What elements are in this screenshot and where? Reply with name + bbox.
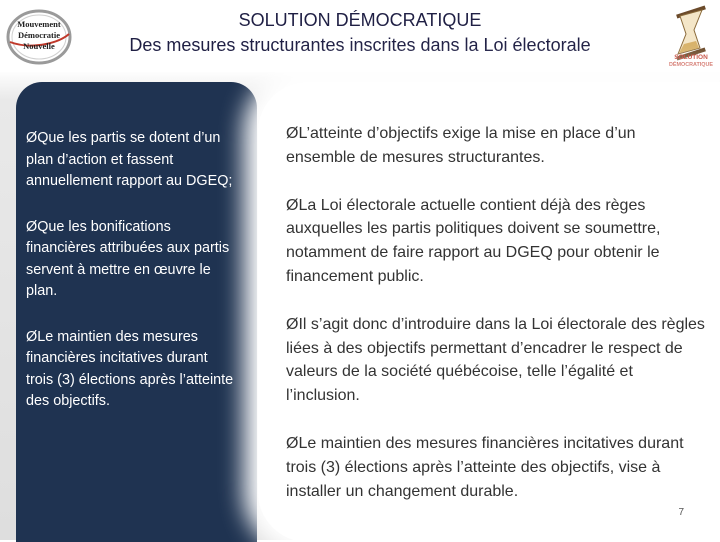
left-list-item [26,327,238,413]
left-item-text: Que les partis se dotent d’un plan d’action et fassent annuellement rapport au DGEQ; [26,130,233,189]
solution-democratique-logo [664,4,718,68]
arrow-bullet-icon: Ø [286,434,299,452]
right-bullet-list [286,122,706,527]
arrow-bullet-icon: Ø [26,328,38,345]
left-item-text: Le maintien des mesures financières incitatives durant trois (3) élections après l’atteinte des objectifs. [26,328,234,409]
solution-logo-line1: SOLUTION [674,54,708,61]
right-list-item [286,313,706,408]
hourglass-icon [664,4,718,68]
left-list-item [26,217,238,303]
right-item-text: La Loi électorale actuelle contient déjà des règes auxquelles les partis politiques doivent se soumettre, notamment de faire rapport au DGEQ pour obtenir le financement public. [286,196,661,285]
mdn-logo-line2: Démocratie [17,30,61,40]
right-list-item [286,194,706,289]
right-item-text: Il s’agit donc d’introduire dans la Loi électorale des règles liées à des objectifs permettant d’encadrer le respect de valeurs de la société québécoise, telle l’égalité et l’inclusion. [286,315,705,405]
solution-logo-line2: DÉMOCRATIQUE [669,62,713,68]
left-item-text: Que les bonifications financières attribuées aux partis servent à mettre en œuvre le plan. [26,218,230,299]
arrow-bullet-icon: Ø [286,196,299,214]
arrow-bullet-icon: Ø [26,130,38,146]
left-bullet-list [26,128,238,437]
right-item-text: Le maintien des mesures financières incitatives durant trois (3) élections après l’atteinte des objectifs, vise à installer un changement durable. [286,434,684,500]
slide-title: SOLUTION DÉMOCRATIQUE [238,10,482,30]
arrow-bullet-icon: Ø [286,315,299,333]
right-item-text: L’atteinte d’objectifs exige la mise en place d’un ensemble de mesures structurantes. [286,125,636,166]
mdn-logo-line3: Nouvelle [23,41,55,51]
right-list-item [286,432,706,503]
arrow-bullet-icon: Ø [26,218,38,235]
arrow-bullet-icon: Ø [286,125,299,142]
right-list-item [286,122,706,170]
slide-subtitle: Des mesures structurantes inscrites dans la Loi électorale [129,35,591,55]
mdn-logo-line1: Mouvement [17,19,61,29]
mdn-logo [6,8,72,66]
mdn-logo-graphic [6,8,72,66]
left-list-item [26,128,238,193]
page-number: 7 [678,507,684,518]
